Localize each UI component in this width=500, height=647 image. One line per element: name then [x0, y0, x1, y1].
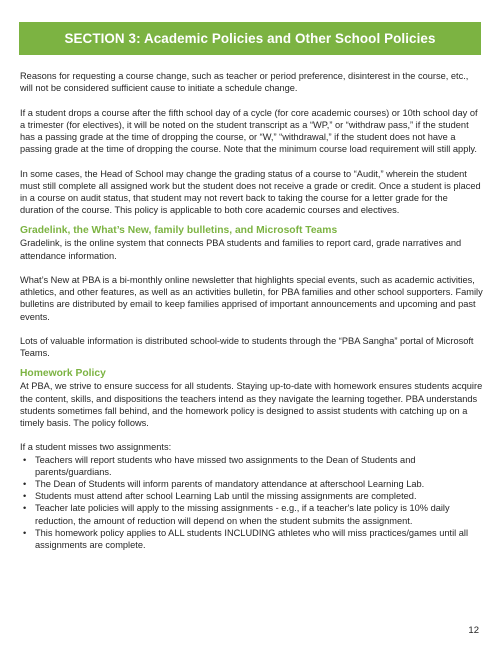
list-item: [20, 454, 483, 478]
intro-paragraph: Reasons for requesting a course change, such as teacher or period preference, disinterest in the course, etc., will not be considered sufficient cause to initiate a schedule change.: [20, 71, 469, 94]
bullet-text: The Dean of Students will inform parents of mandatory attendance at afterschool Learning Lab.: [35, 479, 425, 490]
bullet-icon: •: [23, 454, 27, 465]
intro-paragraph: If a student drops a course after the fifth school day of a cycle (for core academic courses) or 10th school day of a trimester (for electives), it will be noted on the student transcript as a “WP,” or “withdraw pass,” if the student has a passing grade at the time of dropping the course, or “W,” “withdrawal,” if the student does not have a passing grade at the time of dropping the course. Note that the minimum course load requirement will still apply.: [20, 107, 478, 155]
page-number: 12: [468, 625, 479, 636]
section-title: SECTION 3: Academic Policies and Other School Policies: [64, 31, 436, 46]
gradelink-paragraph: What’s New at PBA is a bi-monthly online newsletter that highlights special events, such as academic activities, athletics, and other features, as well as an activities bulletin, for PBA families and other school supporters. Family bulletins are distributed by email to keep families apprised of important announcements and upcoming and past events.: [20, 275, 483, 322]
homework-heading: Homework Policy: [20, 368, 106, 380]
bullet-text: Teacher late policies will apply to the missing assignments - e.g., if a teacher's late policy is 10% daily reduction, the amount of reduction will depend on when the student submits the assignment.: [35, 503, 450, 526]
bullet-icon: •: [23, 491, 27, 502]
homework-paragraph: At PBA, we strive to ensure success for all students. Staying up-to-date with homework ensures students acquire the content, skills, and dispositions the teachers intend as they navigate the learning together. PBA understands students sometimes fall behind, and the homework policy is designed to assist students with catching up on a timely basis. The policy follows.: [20, 381, 483, 429]
bullet-icon: •: [23, 479, 27, 490]
list-item: [20, 502, 483, 526]
bullet-icon: •: [23, 503, 27, 514]
section-banner: [19, 22, 481, 55]
bullet-text: This homework policy applies to ALL students INCLUDING athletes who will miss practices/games until all assignments are complete.: [35, 527, 469, 551]
page-content: [20, 70, 483, 551]
gradelink-paragraph: Lots of valuable information is distributed school-wide to students through the “PBA Sangha” portal of Microsoft Teams.: [20, 336, 474, 359]
list-item: [20, 478, 483, 490]
list-item: [20, 490, 483, 502]
bullet-text: Teachers will report students who have missed two assignments to the Dean of Students and parents/guardians.: [35, 454, 416, 477]
intro-paragraph: In some cases, the Head of School may change the grading status of a course to “Audit,” wherein the student must still complete all assigned work but the student does not receive a grade or credit. Once a student is placed in a course on audit status, that student may not revert back to taking the course for a letter grade for the duration of the course. This policy is applicable to both core academic courses and electives.: [20, 168, 481, 216]
homework-bullet-list: [20, 454, 483, 552]
gradelink-heading: Gradelink, the What’s New, family bulletins, and Microsoft Teams: [20, 225, 338, 237]
list-item: [20, 527, 483, 551]
homework-list-intro: If a student misses two assignments:: [20, 442, 172, 453]
gradelink-paragraph: Gradelink, is the online system that connects PBA students and families to report card, grade narratives and attendance information.: [20, 238, 462, 261]
bullet-text: Students must attend after school Learning Lab until the missing assignments are completed.: [35, 491, 417, 502]
bullet-icon: •: [23, 527, 27, 538]
